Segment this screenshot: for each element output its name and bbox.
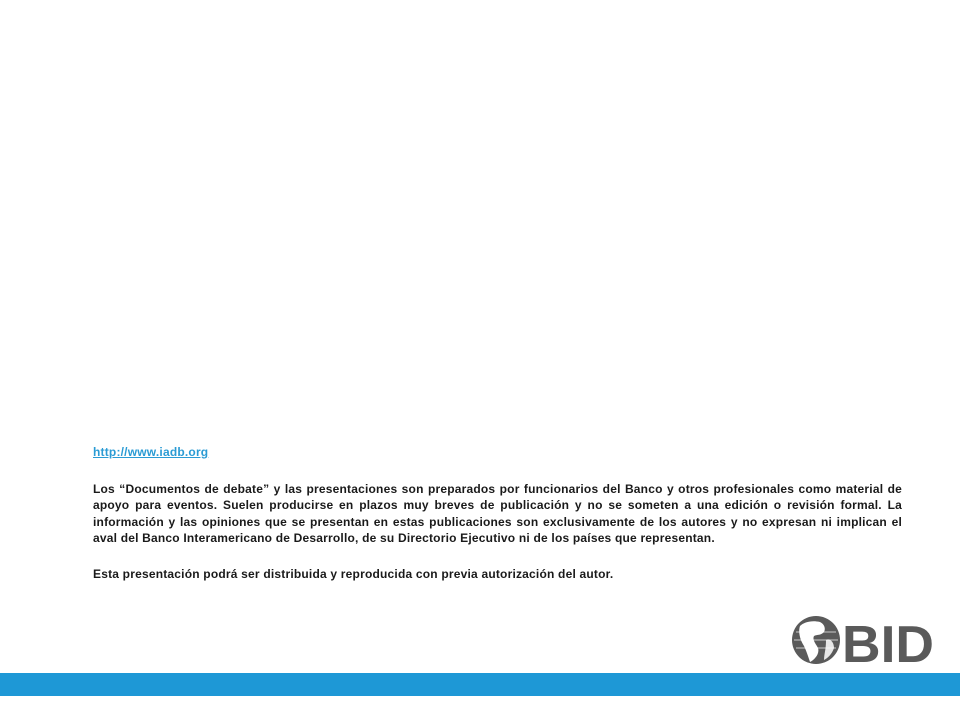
disclaimer-text: Los “Documentos de debate” y las presentaciones son preparados por funcionarios del Banco y otros profesionales como material de apoyo para eventos. Suelen producirse en plazos muy breves de publicación y no se someten a una edición o revisión formal. La información y las opiniones que se presentan en estas publicaciones son exclusivamente de los autores y no expresan ni implican el aval del Banco Interamericano de Desarrollo, de su Directorio Ejecutivo ni de los países que representan. (93, 482, 902, 546)
distribution-note: Esta presentación podrá ser distribuida y reproducida con previa autorización del autor. (93, 566, 614, 581)
content-block (93, 443, 902, 581)
footer-bar (0, 673, 960, 696)
iadb-link[interactable]: http://www.iadb.org (93, 445, 209, 459)
logo-wordmark: BID (842, 616, 934, 668)
globe-icon (792, 616, 840, 664)
bid-logo (790, 610, 938, 668)
